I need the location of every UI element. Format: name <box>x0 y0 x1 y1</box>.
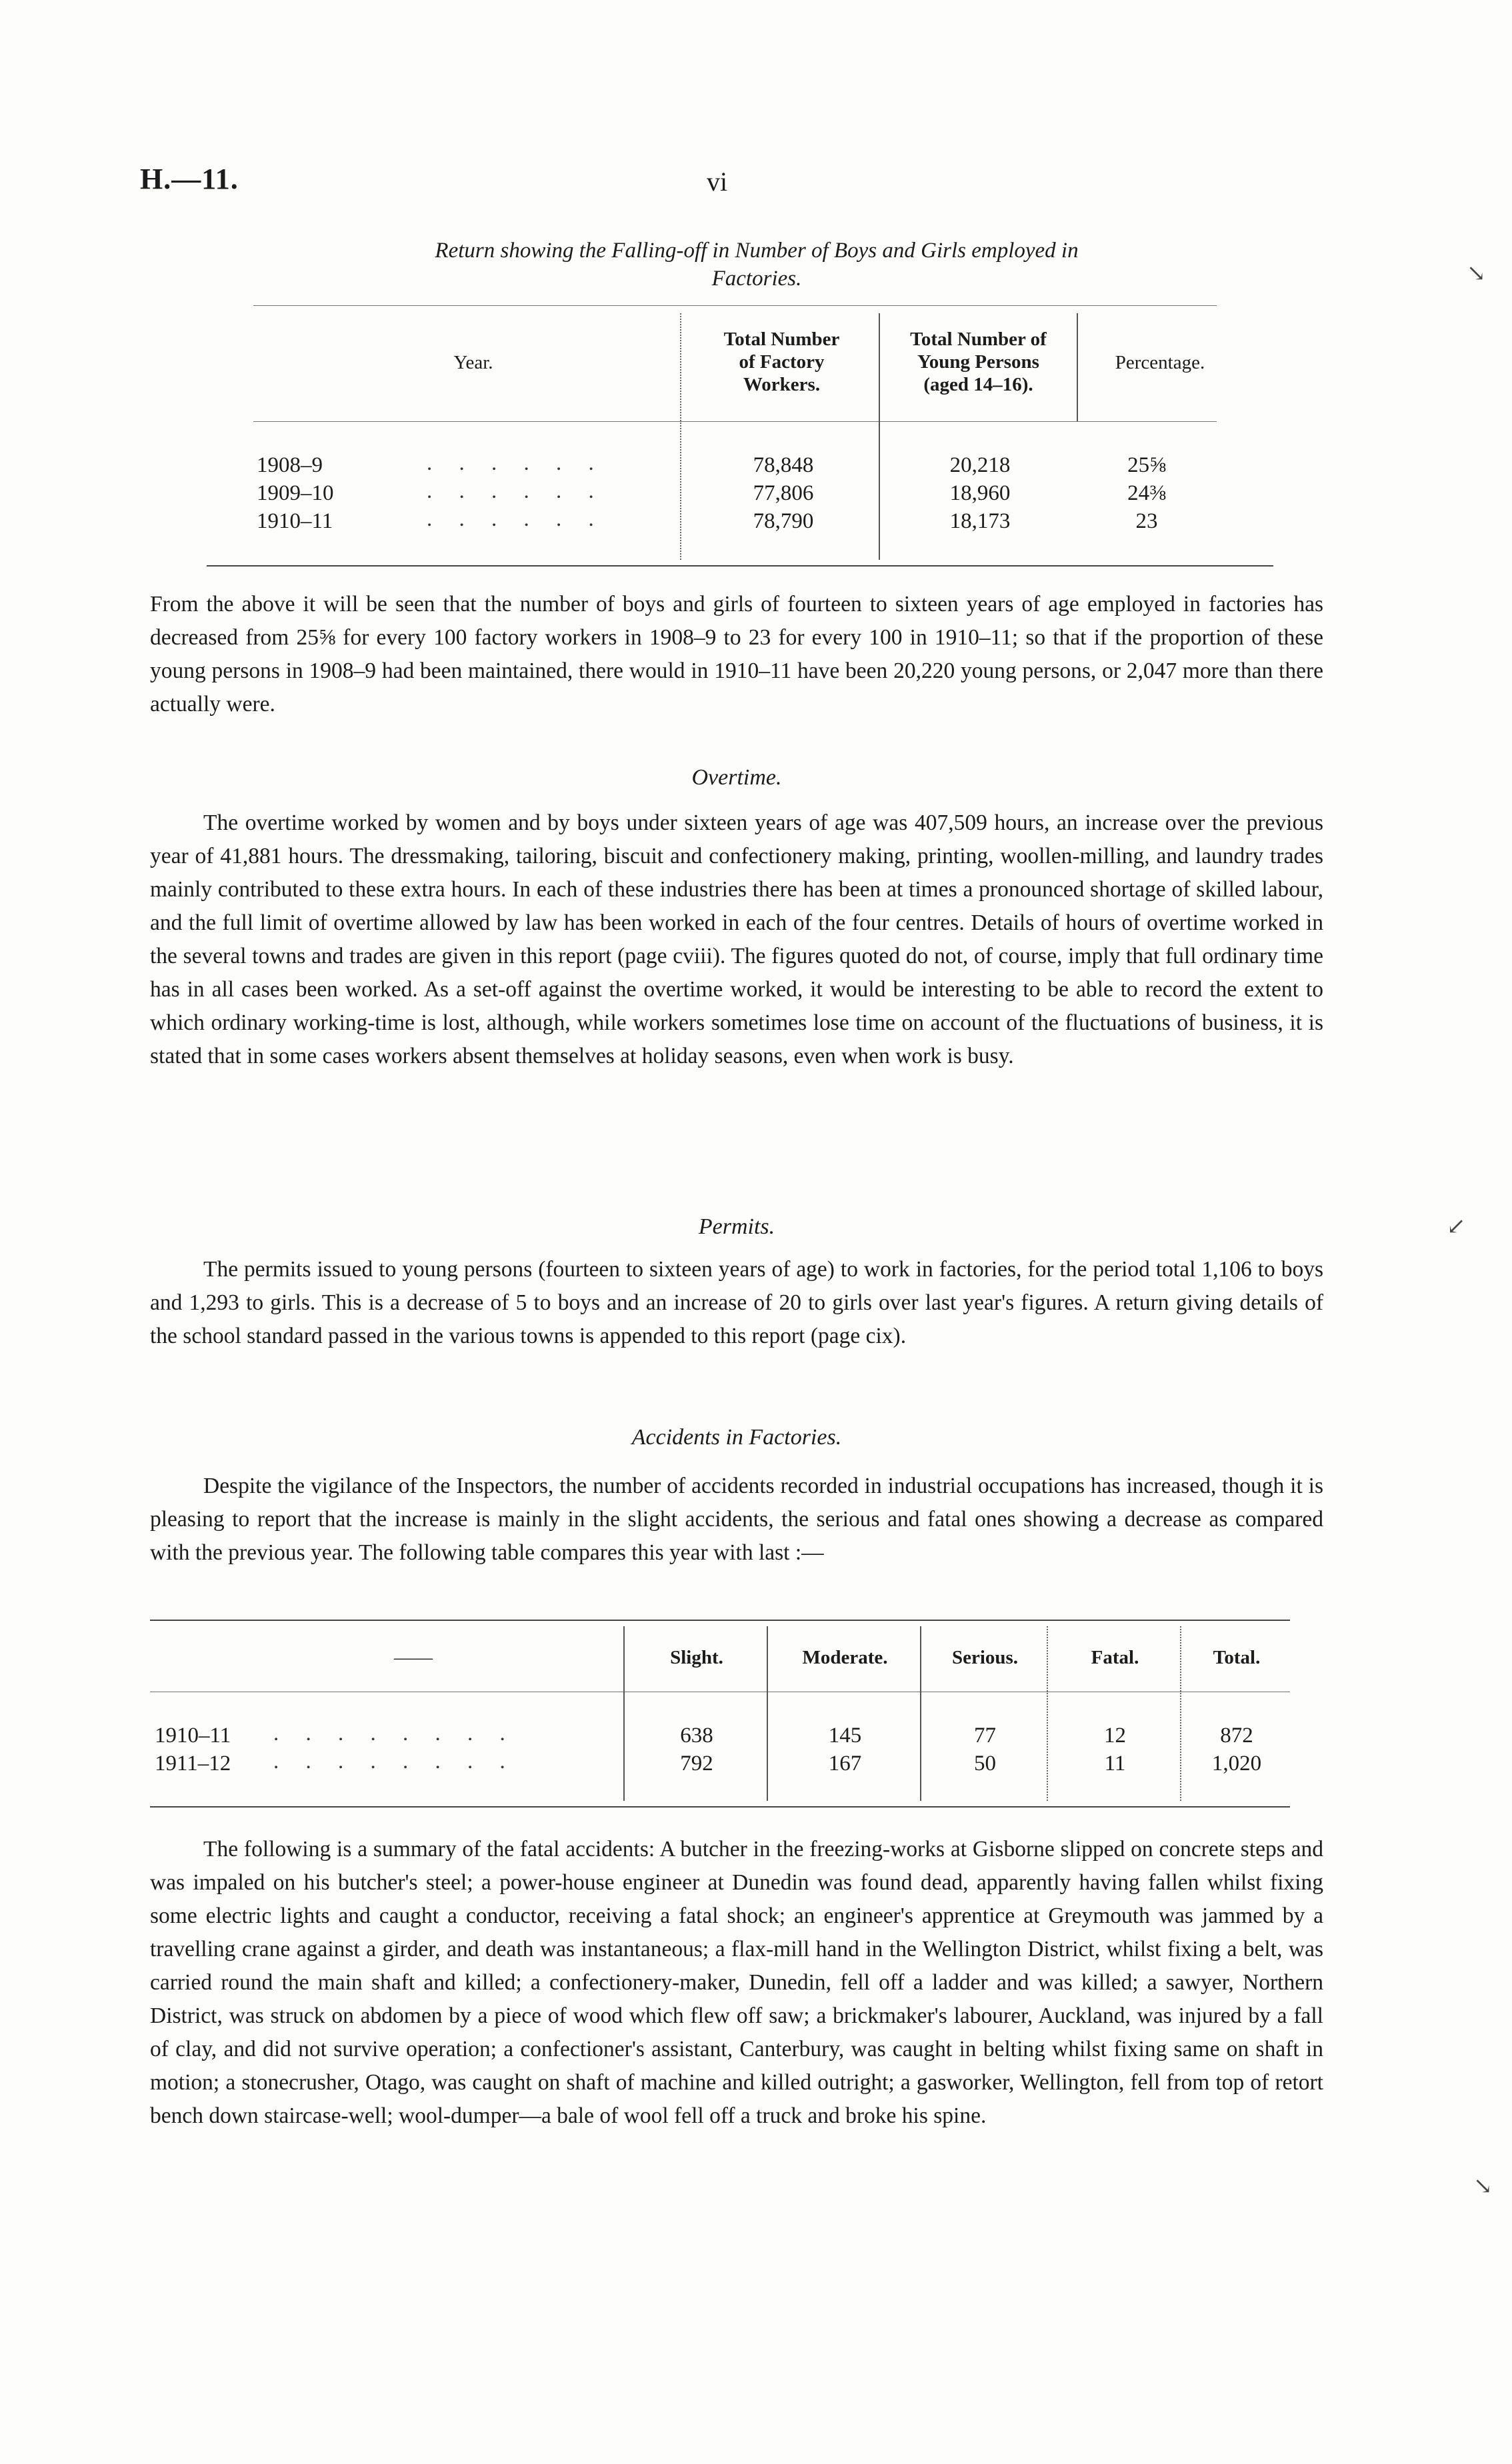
column-divider <box>680 313 681 560</box>
analysis-paragraph: From the above it will be seen that the number of boys and girls of fourteen to sixteen years of age employed in factories has decreased from 25⅝ for every 100 factory workers in 1908–9 to 23 for every 100 in 1910–11; so that if the proportion of these young persons in 1908–9 had been maintained, there would in 1910–11 have been 20,220 young persons, or 2,047 more than there actually were. <box>150 592 1323 716</box>
table-bottom-rule <box>150 1806 1290 1808</box>
header-blank: —— <box>394 1647 433 1668</box>
accidents-heading: Accidents in Factories. <box>631 1425 842 1450</box>
header-slight: Slight. <box>670 1647 723 1668</box>
table-bottom-rule <box>207 565 1273 567</box>
permits-heading: Permits. <box>698 1214 775 1239</box>
column-divider <box>1047 1626 1048 1801</box>
column-divider <box>623 1626 625 1801</box>
column-divider <box>879 313 880 560</box>
header-factory-workers: Total Number of Factory Workers. <box>723 329 840 395</box>
accidents-paragraph: Despite the vigilance of the Inspectors, the number of accidents recorded in industrial occupations has increased, though it is pleasing to report that the increase is mainly in the slight accidents, the serious and fatal ones showing a decrease as compared with the previous year. The following table compares this year with last :— <box>150 1474 1323 1565</box>
margin-mark: ↙ <box>1447 1214 1466 1239</box>
column-divider <box>767 1626 768 1801</box>
column-divider <box>1077 313 1078 421</box>
permits-paragraph: The permits issued to young persons (fourteen to sixteen years of age) to work in factories, for the period total 1,106 to boys and 1,293 to girls. This is a decrease of 5 to boys and an increase of 20 to girls over last year's figures. A return giving details of the school standard passed in the various towns is appended to this report (page cix). <box>150 1257 1323 1348</box>
fatal-accidents-summary: The following is a summary of the fatal accidents: A butcher in the freezing-works at Gisborne slipped on concrete steps and was impaled on his butcher's steel; a power-house engineer at Dunedin was found dead, apparently having fallen whilst fixing some electric lights and caught a conductor, receiving a fatal shock; an engineer's apprentice at Greymouth was jammed by a travelling crane against a girder, and death was instantaneous; a flax-mill hand in the Wellington District, whilst fixing a belt, was carried round the main shaft and killed; a confectionery-maker, Dunedin, fell off a ladder and was killed; a sawyer, Northern District, was struck on abdomen by a piece of wood which flew off saw; a brickmaker's labourer, Auckland, was injured by a fall of clay, and did not survive operation; a confectioner's assistant, Canterbury, was caught in belting whilst fixing same on shaft in motion; a stonecrusher, Otago, was caught on shaft of machine and killed outright; a gasworker, Wellington, fell from top of retort bench down staircase-well; wool-dumper—a bale of wool fell off a truck and broke his spine. <box>150 1837 1323 2128</box>
return-table-title <box>253 237 1260 293</box>
column-divider <box>920 1626 921 1801</box>
table-top-rule <box>150 1620 1290 1621</box>
return-title-line-1: Return showing the Falling-off in Number of Boys and Girls employed in <box>435 239 1079 263</box>
header-percentage: Percentage. <box>1115 352 1205 373</box>
overtime-paragraph: The overtime worked by women and by boys under sixteen years of age was 407,509 hours, an increase over the previous year of 41,881 hours. The dressmaking, tailoring, biscuit and confectionery making, printing, woollen-milling, and laundry trades mainly contributed to these extra hours. In each of these industries there has been at times a pronounced shortage of skilled labour, and the full limit of overtime allowed by law has been worked in each of the four centres. Details of hours of overtime worked in the several towns and trades are given in this report (page cviii). The figures quoted do not, of course, imply that full ordinary time has in all cases been worked. As a set-off against the overtime worked, it would be interesting to be able to record the extent to which ordinary working-time is lost, although, while workers sometimes lose time on account of the fluctuations of business, it is stated that in some cases workers absent themselves at holiday seasons, even when work is busy. <box>150 810 1323 1068</box>
header-serious: Serious. <box>951 1647 1019 1668</box>
page-number: vi <box>707 167 728 197</box>
header-total: Total. <box>1213 1647 1261 1668</box>
margin-mark: ↘ <box>1473 2174 1493 2199</box>
document-page: H.—11. vi Return showing the Falling-off in Number of Boys and Girls employed in Factories. Year. Total Number of Factory Workers. Total Number of Young Persons (aged 14–16). Percentage. 1908–9 . . . . . . 78,848 20,218 25⅝ 1909–10 . . . . . . 77,806 18,960 24⅜ 1910–11 . . . . . . 78,790 18,173 23 From the above it will be seen that the number of boys and girls of fourteen to sixteen years of age employed in factories has decreased from 25⅝ for every 100 factory workers in 1908–9 to 23 for every 100 in 1910–11; so that if the proportion of these young persons in 1908–9 had been maintained, there would in 1910–11 have been 20,220 young persons, or 2,047 more than there actually were. Overtime. The overtime worked by women and by boys under sixteen years of age was 407,509 hours, an increase over the previous year of 41,881 hours. The dressmaking, tailoring, biscuit and confectionery making, printing, woollen-milling, and laundry trades mainly contributed to these extra hours. In each of these industries there has been at times a pronounced shortage of skilled labour, and the full limit of overtime allowed by law has been worked in each of the four centres. Details of hours of overtime worked in the several towns and trades are given in this report (page cviii). The figures quoted do not, of course, imply that full ordinary time has in all cases been worked. As a set-off against the overtime worked, it would be interesting to be able to record the extent to which ordinary working-time is lost, although, while workers sometimes lose time on account of the fluctuations of business, it is stated that in some cases workers absent themselves at holiday seasons, even when work is busy. Permits. The permits issued to young persons (fourteen to sixteen years of age) to work in factories, for the period total 1,106 to boys and 1,293 to girls. This is a decrease of 5 to boys and an increase of 20 to girls over last year's figures. A return giving details of the school standard passed in the various towns is appended to this report (page cix). Accidents in Factories. Despite the vigilance of the Inspectors, the number of accidents recorded in industrial occupations has increased, though it is pleasing to report that the increase is mainly in the slight accidents, the serious and fatal ones showing a decrease as compared with the previous year. The following table compares this year with last :— —— Slight. Moderate. Serious. Fatal. Total. 1910–11 . . . . . . . . 638 145 77 12 872 1911–12 . . . . . . . . 792 167 50 11 1,020 The following is a summary of the fatal accidents: A butcher in the freezing-works at Gisborne slipped on concrete steps and was impaled on his butcher's steel; a power-house engineer at Dunedin was found dead, apparently having fallen whilst fixing some electric lights and caught a conductor, receiving a fatal shock; an engineer's apprentice at Greymouth was jammed by a travelling crane against a girder, and death was instantaneous; a flax-mill hand in the Wellington District, whilst fixing a belt, was carried round the main shaft and killed; a confectionery-maker, Dunedin, fell off a ladder and was killed; a sawyer, Northern District, was struck on abdomen by a piece of wood which flew off saw; a brickmaker's labourer, Auckland, was injured by a fall of clay, and did not survive operation; a confectioner's assistant, Canterbury, was caught in belting whilst fixing same on shaft in motion; a stonecrusher, Otago, was caught on shaft of machine and killed outright; a gasworker, Wellington, fell from top of retort bench down staircase-well; wool-dumper—a bale of wool fell off a truck and broke his spine. ↘ ↙ ↘ <box>140 163 1493 2199</box>
header-bottom-rule <box>253 421 1217 422</box>
return-title-line-2: Factories. <box>711 267 802 291</box>
header-young-persons: Total Number of Young Persons (aged 14–16). <box>910 329 1047 395</box>
table-top-rule <box>253 305 1217 306</box>
header-fatal: Fatal. <box>1091 1647 1139 1668</box>
margin-mark: ↘ <box>1467 261 1486 286</box>
document-reference: H.—11. <box>140 163 239 195</box>
column-divider <box>1180 1626 1181 1801</box>
header-moderate: Moderate. <box>802 1647 888 1668</box>
header-year: Year. <box>453 352 493 373</box>
overtime-heading: Overtime. <box>691 765 782 790</box>
